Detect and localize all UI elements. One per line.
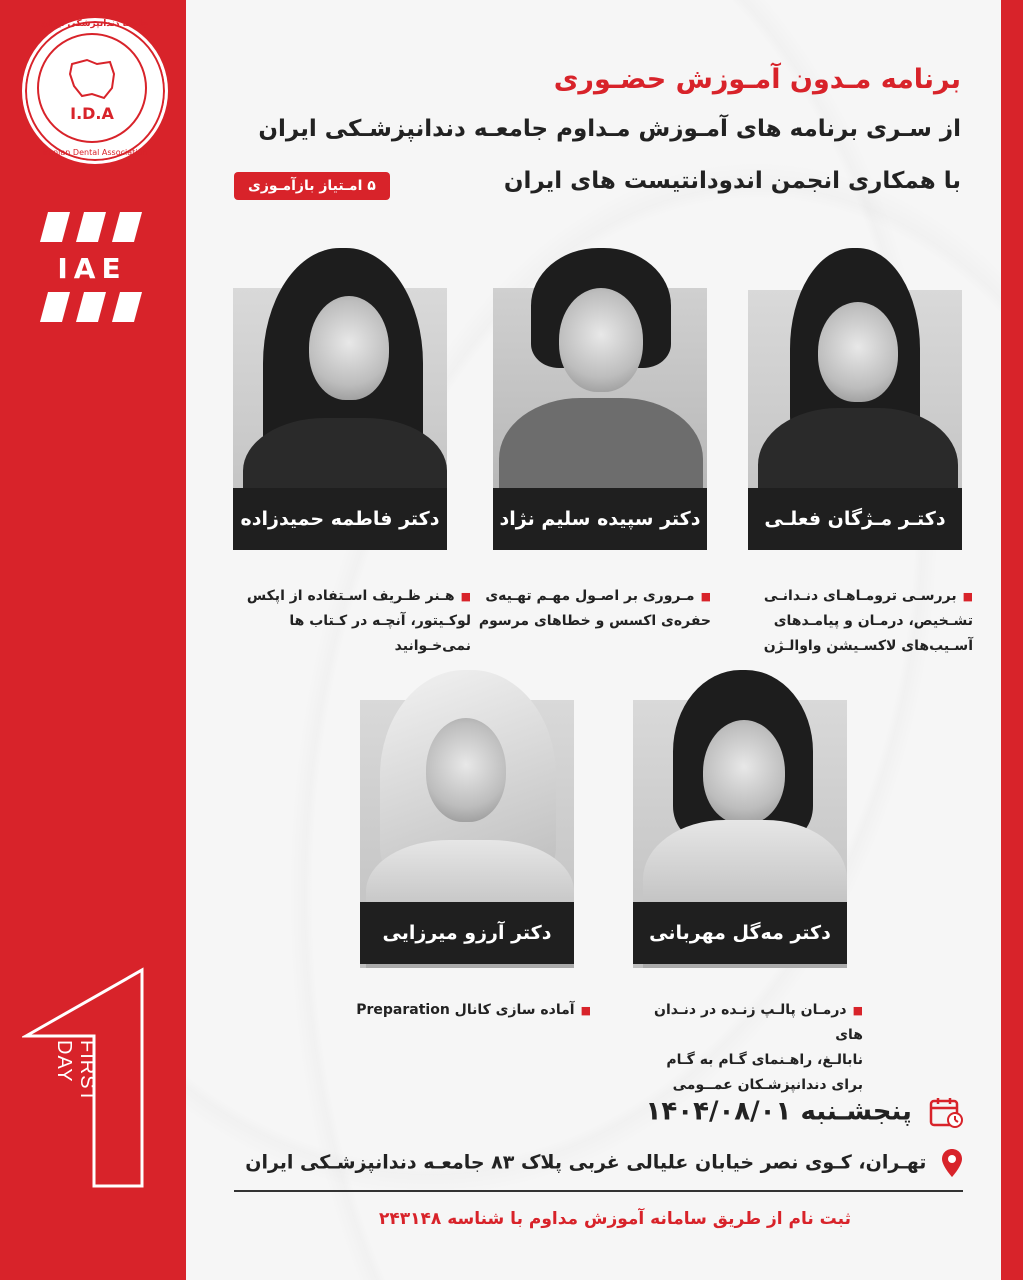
speaker-card-1 <box>748 248 964 552</box>
speaker-topic-1: ■بررسـی ترومـاهـای دنـدانـی تشـخیص، درمـان و پیامـدهای آسـیب‌های لاکسـیشن واوالـژن <box>763 588 973 654</box>
event-address: تهـران، کـوی نصر خیابان علیالی غربی پلاک ۸۳ جامعـه دندانپزشـکی ایران <box>245 1151 927 1174</box>
speaker-topic-5: ■آماده سازی کانال Preparation <box>356 1002 591 1018</box>
calendar-icon <box>929 1096 963 1128</box>
square-bullet-icon: ■ <box>852 1004 863 1017</box>
credit-badge: ۵ امـتیاز بازآمـوزی <box>234 172 390 200</box>
square-bullet-icon: ■ <box>460 590 471 603</box>
square-bullet-icon: ■ <box>962 590 973 603</box>
first-day-label: FIRST DAY <box>53 1040 98 1103</box>
ida-logo-fa-text: جامعه دندانپزشکی ایران <box>41 19 149 29</box>
iae-logo-text: IAE <box>57 252 127 285</box>
right-border <box>1001 0 1023 1280</box>
speaker-card-3 <box>233 248 449 552</box>
page-subtitle: از سـری برنامه های آمـوزش مـداوم جامعـه دندانپزشـکی ایران <box>258 116 961 142</box>
page-subtitle-collab: با همکاری انجمن اندودانتیست های ایران <box>503 168 961 194</box>
speaker-card-5 <box>360 670 576 970</box>
registration-info: ثبت نام از طریق سامانه آموزش مداوم با شناسه ۲۴۳۱۴۸ <box>379 1209 851 1229</box>
speaker-name-5: دکتر آرزو میرزایی <box>360 902 574 964</box>
speaker-topic-3: ■هـنر ظـریف اسـتفاده از اپکس لوکـیتور، آنچـه در کـتاب ها نمی‌خـوانید <box>246 588 471 654</box>
event-date: پنجشـنبه ۱۴۰۴/۰۸/۰۱ <box>645 1096 912 1127</box>
speaker-topic-4: ■درمـان پالـپ زنـده در دنـدان های نابالـغ، راهـنمای گـام به گـام برای دندانپزشـکان عمــومی <box>654 1002 863 1093</box>
speaker-name-3: دکتر فاطمه حمیدزاده <box>233 488 447 550</box>
speaker-topic-2: ■مـروری بر اصـول مهـم تهـیه‌ی حفره‌ی اکسس و خطاهای مرسوم <box>478 588 711 629</box>
divider <box>234 1190 963 1192</box>
iae-logo <box>36 208 148 324</box>
location-pin-icon <box>941 1148 963 1178</box>
speaker-card-2 <box>493 248 709 552</box>
speaker-card-4 <box>633 670 849 970</box>
speaker-name-1: دکتـر مـژگان فعلـی <box>748 488 962 550</box>
page-title: برنامه مـدون آمـوزش حضـوری <box>553 64 961 95</box>
ida-logo <box>22 18 168 164</box>
speaker-name-4: دکتر مه‌گل مهربانی <box>633 902 847 964</box>
iran-map-icon <box>62 54 122 104</box>
ida-logo-en-text: Iranian Dental Association <box>42 148 148 157</box>
event-address-row <box>245 1148 963 1178</box>
ida-abbr: I.D.A <box>70 103 114 123</box>
event-date-row <box>645 1096 963 1128</box>
speaker-name-2: دکتر سپیده سلیم نژاد <box>493 488 707 550</box>
ida-emblem <box>37 33 147 143</box>
square-bullet-icon: ■ <box>580 1004 591 1017</box>
sidebar <box>0 0 186 1280</box>
square-bullet-icon: ■ <box>700 590 711 603</box>
